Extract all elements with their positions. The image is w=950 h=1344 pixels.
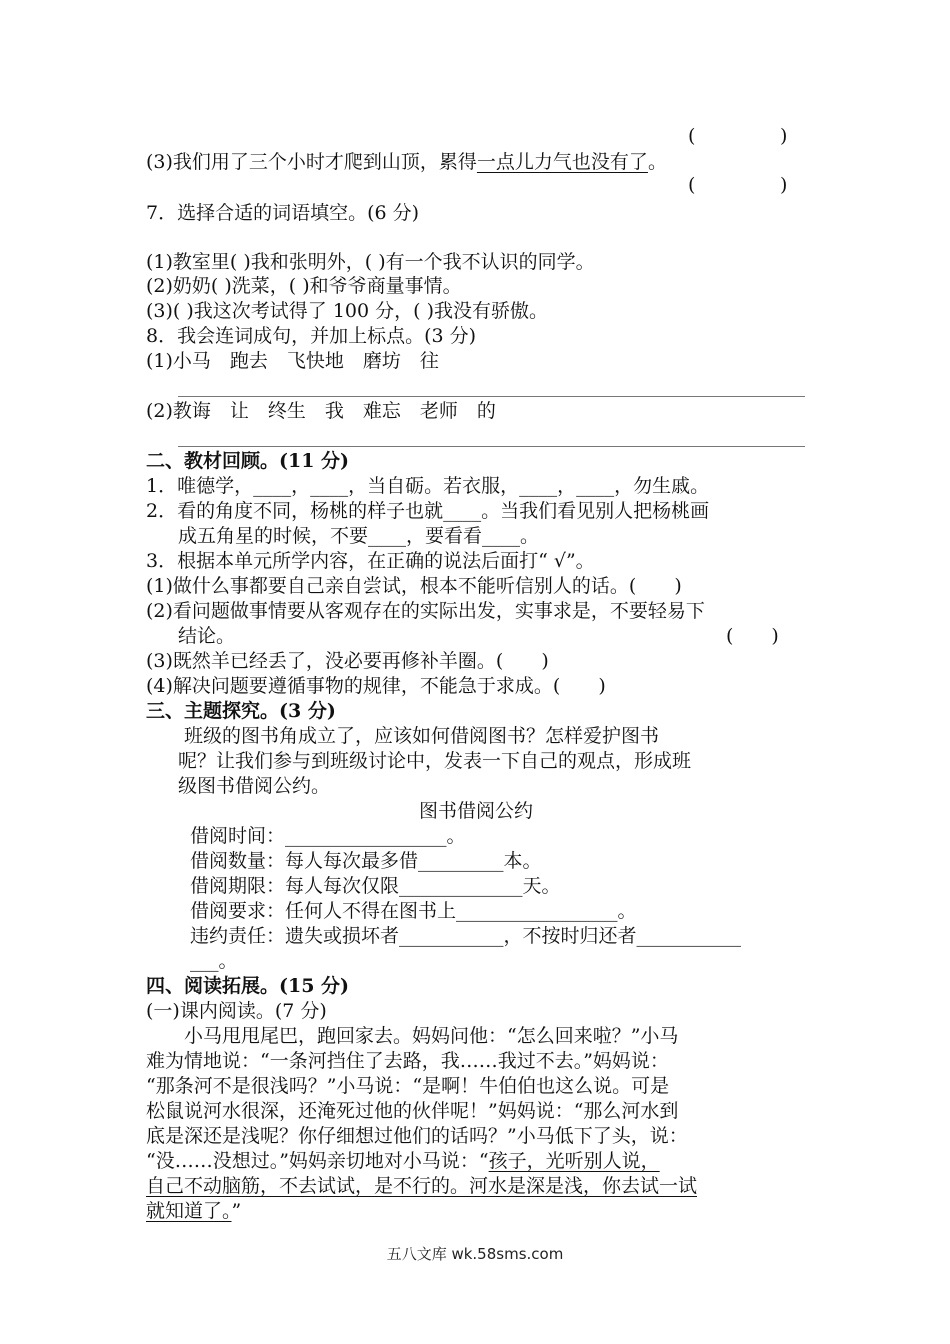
section-heading: 三、主题探究。(3 分): [146, 700, 336, 722]
underlined-phrase: 孩子，光听别人说，: [488, 1150, 660, 1172]
underlined-phrase: 就知道了。: [146, 1200, 232, 1222]
section-heading: 二、教材回顾。(11 分): [146, 450, 350, 472]
passage-line: 小马甩甩尾巴，跑回家去。妈妈问他：“怎么回来啦？”小马: [146, 1025, 679, 1047]
answer-rule: [178, 446, 805, 447]
question-line: 2．看的角度不同，杨桃的样子也就____。当我们看见别人把杨桃画: [146, 500, 710, 522]
answer-paren: ( ): [688, 174, 788, 196]
passage-line: 难为情地说：“一条河挡住了去路，我……我过不去。”妈妈说：: [146, 1050, 669, 1072]
question-heading: 8．我会连词成句，并加上标点。(3 分): [146, 325, 477, 347]
question-line: (3)( )我这次考试得了 100 分，( )我没有骄傲。: [146, 300, 548, 322]
convention-row: 借阅数量：每人每次最多借_________本。: [190, 850, 542, 872]
answer-rule: [178, 396, 805, 397]
convention-row: 借阅时间：_________________。: [190, 825, 466, 847]
question-line: (3)我们用了三个小时才爬到山顶，累得一点儿力气也没有了。: [146, 151, 667, 173]
question-line: (3)既然羊已经丢了，没必要再修补羊圈。( ): [146, 650, 549, 672]
passage-line: [146, 1174, 806, 1198]
convention-row: ___。: [190, 950, 238, 972]
convention-row: 借阅期限：每人每次仅限_____________天。: [190, 875, 561, 897]
question-line: 1．唯德学，____，____，当自砺。若衣服，____，____，勿生戚。: [146, 475, 710, 497]
answer-paren: ( ): [726, 625, 779, 647]
passage-line: 底是深还是浅呢？你仔细想过他们的话吗？”小马低下了头，说：: [146, 1125, 688, 1147]
question-line: 3．根据本单元所学内容，在正确的说法后面打“ √”。: [146, 550, 595, 572]
convention-row: 借阅要求：任何人不得在图书上_________________。: [190, 900, 637, 922]
answer-paren: ( ): [688, 125, 788, 147]
question-line: (4)解决问题要遵循事物的规律，不能急于求成。( ): [146, 675, 606, 697]
question-heading: 7．选择合适的词语填空。(6 分): [146, 202, 420, 224]
footer-watermark: 五八文库 wk.58sms.com: [386, 1245, 564, 1263]
subsection-heading: (一)课内阅读。(7 分): [146, 1000, 327, 1022]
question-line: (1)小马 跑去 飞快地 磨坊 往: [146, 350, 439, 372]
question-line: (2)教诲 让 终生 我 难忘 老师 的: [146, 400, 496, 422]
section-heading: 四、阅读拓展。(15 分): [146, 975, 350, 997]
question-line: (2)奶奶( )洗菜，( )和爷爷商量事情。: [146, 275, 462, 297]
question-line: (1)做什么事都要自己亲自尝试，根本不能听信别人的话。( ): [146, 575, 682, 597]
passage-line: “没……没想过。”妈妈亲切地对小马说：“孩子，光听别人说，: [146, 1150, 660, 1172]
passage-line: 就知道了。”: [146, 1200, 242, 1222]
passage-line: 松鼠说河水很深，还淹死过他的伙伴呢！”妈妈说：“那么河水到: [146, 1100, 679, 1122]
convention-title: 图书借阅公约: [418, 800, 533, 822]
convention-row: 违约责任：遗失或损坏者___________，不按时归还者___________: [190, 925, 742, 947]
underlined-phrase: 自己不动脑筋，不去试试，是不行的。河水是深是浅，你去试一试: [146, 1175, 698, 1197]
underlined-phrase: 一点儿力气也没有了: [476, 151, 648, 173]
paragraph-line: 级图书借阅公约。: [178, 775, 331, 797]
question-line: 结论。: [178, 625, 236, 647]
question-line: (2)看问题做事情要从客观存在的实际出发，实事求是，不要轻易下: [146, 600, 705, 622]
paragraph-line: 呢？让我们参与到班级讨论中，发表一下自己的观点，形成班: [178, 750, 692, 772]
paragraph-line: 班级的图书角成立了，应该如何借阅图书？怎样爱护图书: [146, 725, 660, 747]
question-line: (1)教室里( )我和张明外，( )有一个我不认识的同学。: [146, 251, 595, 273]
passage-line: “那条河不是很浅吗？”小马说：“是啊！牛伯伯也这么说。可是: [146, 1075, 670, 1097]
question-line: 成五角星的时候，不要____，要看看____。: [178, 525, 540, 547]
